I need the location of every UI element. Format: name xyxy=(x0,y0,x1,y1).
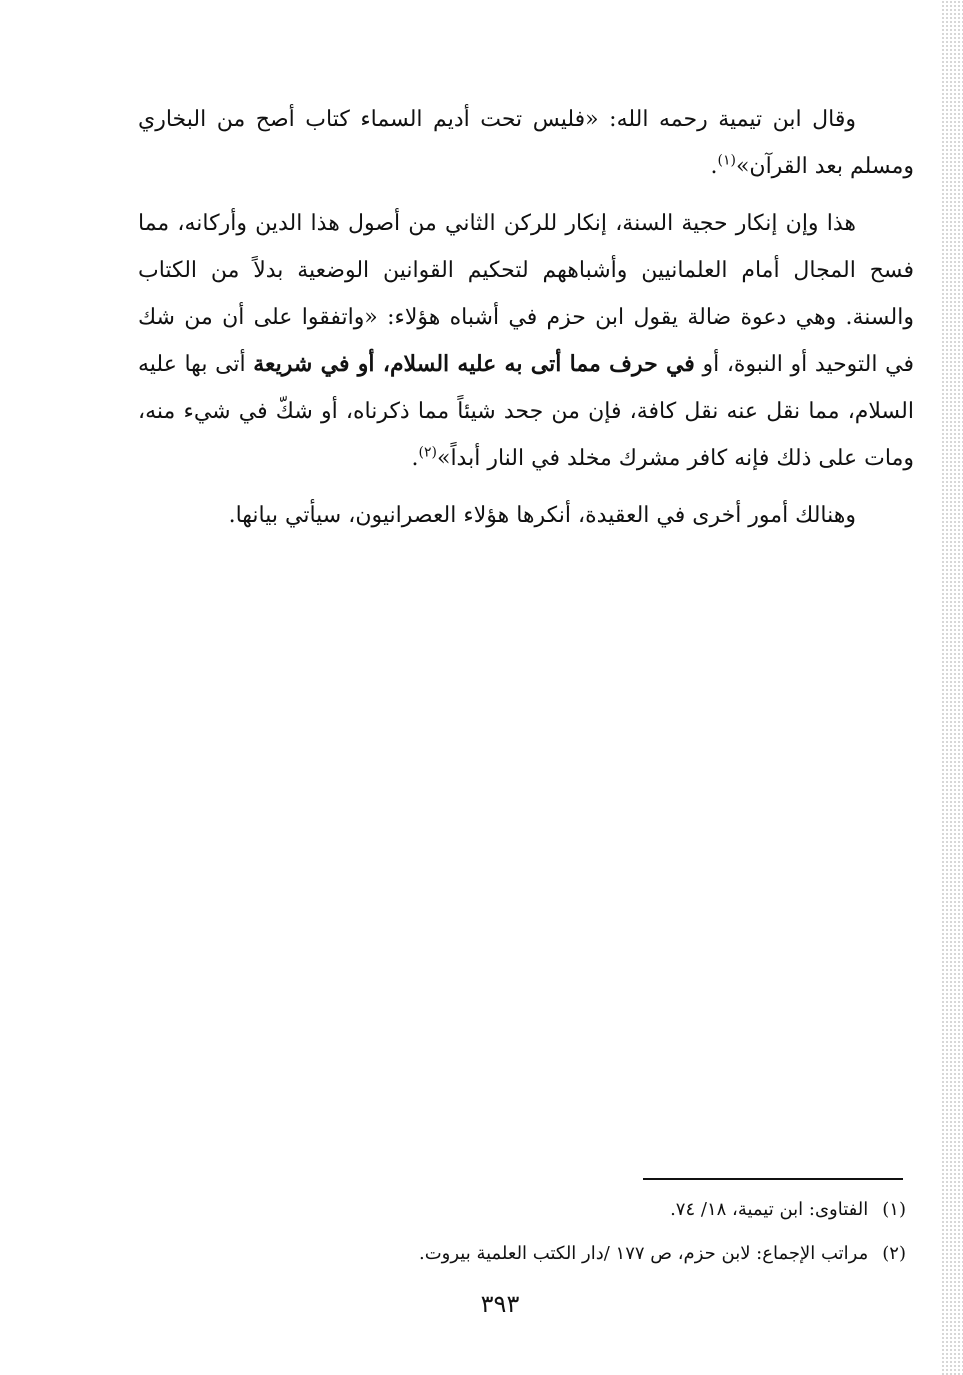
paragraph-other-matters xyxy=(138,492,914,539)
paragraph-end-mark: . xyxy=(411,446,419,471)
footnote-reference-1: (١) xyxy=(717,152,736,169)
paragraph-bold-emphasis: في حرف مما أتى به عليه السلام، أو في شريعة xyxy=(253,351,695,377)
footnote-text: الفتاوى: ابن تيمية، ١٨/ ٧٤. xyxy=(670,1199,869,1220)
paragraph-text: وقال ابن تيمية رحمه الله: «فليس تحت أديم السماء كتاب أصح من البخاري ومسلم بعد القرآن» xyxy=(138,107,914,179)
footnote-reference-2: (٢) xyxy=(418,444,437,461)
footnote-text: مراتب الإجماع: لابن حزم، ص ١٧٧ /دار الكتب العلمية بيروت. xyxy=(418,1243,869,1264)
footnote-number: (٢) xyxy=(882,1243,906,1264)
footnote-2 xyxy=(260,1232,906,1276)
paragraph-text-part-2: أتى بها عليه السلام، مما نقل عنه نقل كافة، فإن من جحد شيئاً مما ذكرناه، أو شكّ في شيء منه، ومات على ذلك فإنه كافر مشرك مخلد في النار أبداً» xyxy=(138,352,914,471)
main-text xyxy=(138,96,914,539)
scanned-page-edge xyxy=(941,0,963,1375)
footnote-number: (١) xyxy=(882,1199,906,1220)
paragraph-text-part-1: هذا وإن إنكار حجية السنة، إنكار للركن الثاني من أصول هذا الدين وأركانه، مما فسح المجال أمام العلمانيين وأشباههم لتحكيم القوانين الوضعية بدلاً من الكتاب والسنة. وهي دعوة ضالة يقول ابن حزم في أشباه هؤلاء: «واتفقوا على أن من شك في التوحيد أو النبوة، أو xyxy=(138,211,914,377)
footnotes xyxy=(260,1188,906,1276)
paragraph-end-mark: . xyxy=(710,154,718,179)
footnote-1 xyxy=(260,1188,906,1232)
paragraph-sunnah-denial xyxy=(138,200,914,482)
paragraph-text: وهنالك أمور أخرى في العقيدة، أنكرها هؤلاء العصرانيون، سيأتي بيانها. xyxy=(228,503,856,528)
paragraph-ibn-taymiyyah-quote xyxy=(138,96,914,190)
page-number: ٣٩٣ xyxy=(480,1290,520,1318)
footnote-divider xyxy=(643,1178,903,1180)
